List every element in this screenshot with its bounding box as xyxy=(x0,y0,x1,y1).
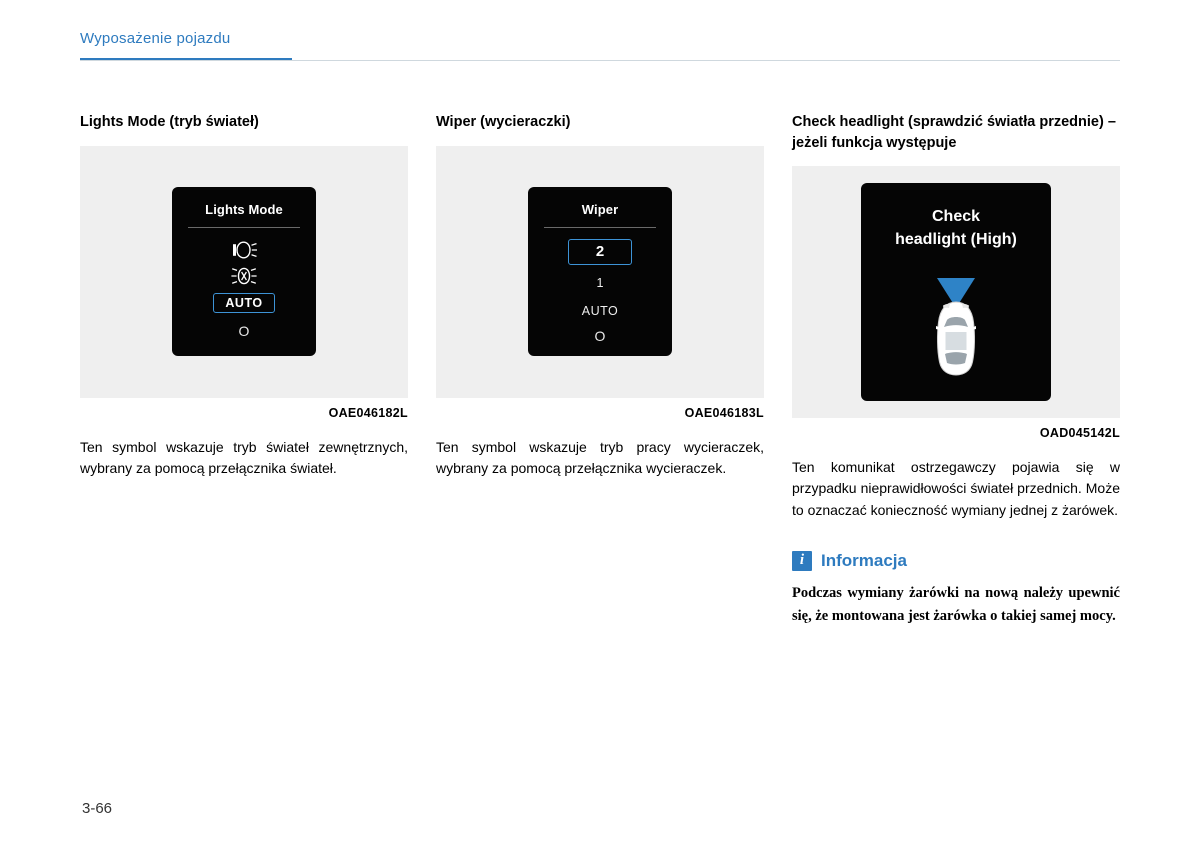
wiper-speed-indicator: 2 xyxy=(568,239,632,265)
info-title: Informacja xyxy=(821,550,907,570)
info-body-text: Podczas wymiany żarówki na nową należy upewnić się, że montowana jest żarówka o takiej samej mocy. xyxy=(792,584,1120,624)
body-text-check-headlight: Ten komunikat ostrzegawczy pojawia się w przypadku nieprawidłowości świateł przednich. Może to oznaczać konieczność wymiany jednej z żarówek. xyxy=(792,459,1120,518)
column-check-headlight xyxy=(792,112,1120,627)
figure-code-check-headlight: OAD045142L xyxy=(1039,426,1120,441)
car-with-beam-icon xyxy=(896,264,1016,387)
figure-code-lights-mode: OAE046182L xyxy=(328,405,408,420)
wiper-auto-label: AUTO xyxy=(581,304,619,319)
section-heading-check-headlight: Check headlight (sprawdzić światła przednie) – jeżeli funkcja występuje xyxy=(792,114,1116,151)
low-beam-icon xyxy=(229,237,259,263)
page-header xyxy=(80,30,1120,61)
section-heading-lights-mode: Lights Mode (tryb świateł) xyxy=(80,114,259,130)
display-divider xyxy=(544,227,656,228)
cluster-display-check-headlight xyxy=(861,183,1051,401)
cluster-display-lights-mode xyxy=(172,187,316,356)
display-title: Wiper xyxy=(581,202,619,218)
figure-lights-mode xyxy=(80,146,408,398)
body-text-wiper: Ten symbol wskazuje tryb pracy wycieraczek, wybrany za pomocą przełącznika wycieraczek. xyxy=(436,438,764,476)
header-thin-rule xyxy=(80,60,1120,61)
wiper-off-indicator: O xyxy=(594,328,606,345)
tail-light-icon xyxy=(227,263,261,289)
page-title: Wyposażenie pojazdu xyxy=(80,30,231,47)
info-header xyxy=(792,551,1120,571)
check-headlight-line1: Check xyxy=(931,208,981,226)
figure-wiper xyxy=(436,146,764,398)
figure-check-headlight xyxy=(792,166,1120,418)
auto-mode-indicator: AUTO xyxy=(213,293,274,313)
wiper-speed-1-label: 1 xyxy=(596,276,604,291)
content-columns xyxy=(80,112,1120,627)
column-lights-mode xyxy=(80,112,408,627)
body-text-lights-mode: Ten symbol wskazuje tryb świateł zewnętrznych, wybrany za pomocą przełącznika świateł. xyxy=(80,438,408,476)
column-wiper xyxy=(436,112,764,627)
display-title: Lights Mode xyxy=(205,202,283,218)
information-icon: i xyxy=(792,551,812,571)
check-headlight-line2: headlight (High) xyxy=(895,231,1017,249)
display-divider xyxy=(188,227,300,228)
section-heading-wiper: Wiper (wycieraczki) xyxy=(436,114,571,130)
figure-code-wiper: OAE046183L xyxy=(684,405,764,420)
lights-off-indicator: O xyxy=(238,323,250,340)
page-number: 3-66 xyxy=(82,800,113,817)
cluster-display-wiper xyxy=(528,187,672,356)
